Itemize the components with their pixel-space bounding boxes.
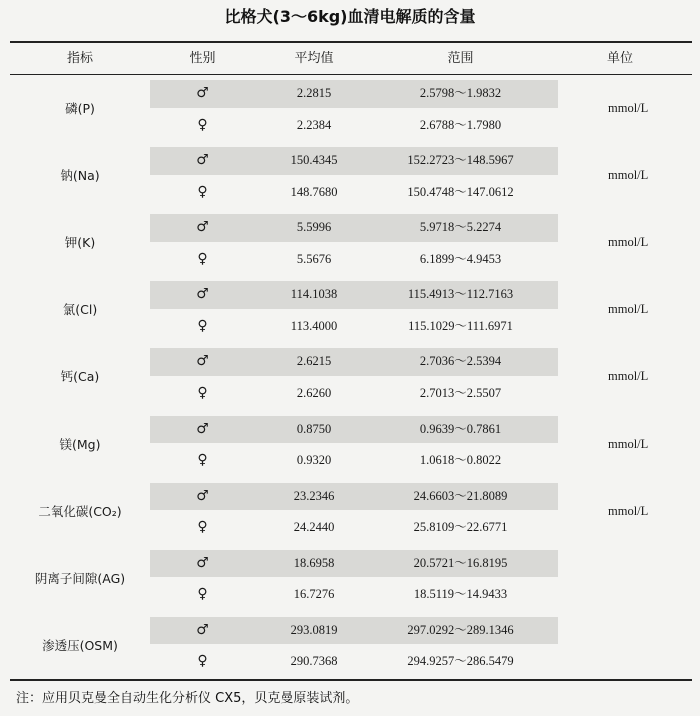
female-mean: 148.7680 — [290, 184, 338, 199]
male-mean: 5.5996 — [296, 220, 332, 235]
female-symbol: ♀ — [197, 317, 208, 334]
unit-label: mmol/L — [608, 101, 649, 115]
male-mean: 114.1038 — [290, 287, 338, 302]
female-mean: 16.7276 — [293, 587, 335, 602]
male-range: 5.9718～5.2274 — [419, 220, 502, 235]
female-mean: 2.6260 — [296, 385, 332, 400]
header-unit: 单位 — [606, 51, 633, 66]
female-symbol: ♀ — [197, 183, 208, 200]
female-range: 6.1899～4.9453 — [419, 251, 502, 266]
male-range: 0.9639～0.7861 — [419, 421, 502, 436]
bottom-rule — [10, 679, 692, 681]
table-row-group — [10, 478, 692, 545]
female-symbol: ♀ — [197, 586, 208, 603]
female-range: 2.7013～2.5507 — [419, 385, 502, 400]
female-mean: 5.5676 — [296, 251, 332, 266]
female-symbol: ♀ — [197, 250, 208, 267]
female-symbol: ♀ — [197, 384, 208, 401]
indicator-name: 渗透压(OSM) — [42, 637, 118, 653]
male-range: 20.5721～16.8195 — [413, 555, 508, 570]
table-row-group — [10, 545, 692, 612]
male-mean: 23.2346 — [293, 488, 335, 503]
indicator-name: 钾(K) — [64, 235, 96, 251]
table-row-group — [10, 142, 692, 209]
male-range: 2.5798～1.9832 — [419, 86, 502, 100]
table-row-group — [10, 75, 692, 142]
male-symbol: ♂ — [196, 152, 209, 169]
indicator-name: 磷(P) — [65, 101, 95, 116]
header-range: 范围 — [447, 51, 474, 66]
male-range: 152.2723～148.5967 — [407, 153, 514, 168]
unit-label: mmol/L — [608, 168, 649, 183]
female-range: 18.5119～14.9433 — [413, 587, 508, 602]
indicator-name: 镁(Mg) — [59, 436, 101, 452]
indicator-name: 钙(Ca) — [60, 369, 100, 385]
female-range: 115.1029～111.6971 — [408, 318, 513, 333]
male-mean: 0.8750 — [296, 421, 332, 436]
table-row-group — [10, 612, 692, 679]
indicator-name: 氯(Cl) — [62, 302, 98, 318]
female-symbol: ♀ — [197, 116, 208, 133]
header-mean: 平均值 — [294, 51, 334, 66]
male-symbol: ♂ — [196, 487, 209, 504]
female-mean: 2.2384 — [296, 117, 332, 132]
female-symbol: ♀ — [197, 519, 208, 536]
unit-label: mmol/L — [608, 302, 649, 317]
indicator-name: 阴离子间隙(AG) — [34, 570, 126, 586]
indicator-name: 钠(Na) — [60, 168, 100, 184]
unit-label: mmol/L — [608, 503, 649, 518]
unit-label: mmol/L — [608, 436, 649, 451]
male-symbol: ♂ — [196, 219, 209, 236]
male-mean: 18.6958 — [293, 555, 335, 570]
male-symbol: ♂ — [196, 85, 209, 101]
male-symbol: ♂ — [196, 420, 209, 437]
table-row-group — [10, 411, 692, 478]
table-title: 比格犬(3～6kg)血清电解质的含量 — [224, 7, 476, 26]
male-mean: 150.4345 — [290, 153, 338, 168]
female-range: 294.9257～286.5479 — [407, 654, 514, 669]
male-symbol: ♂ — [196, 286, 209, 303]
female-symbol: ♀ — [197, 653, 208, 670]
female-mean: 24.2440 — [293, 520, 335, 535]
female-range: 2.6788～1.7980 — [419, 117, 502, 132]
female-range: 1.0618～0.8022 — [419, 453, 502, 467]
female-symbol: ♀ — [197, 452, 208, 468]
female-mean: 113.4000 — [290, 318, 338, 333]
male-symbol: ♂ — [196, 621, 209, 638]
male-range: 297.0292～289.1346 — [407, 622, 514, 637]
female-range: 25.8109～22.6771 — [413, 520, 508, 535]
male-range: 2.7036～2.5394 — [419, 354, 502, 369]
unit-label: mmol/L — [608, 369, 649, 384]
male-mean: 2.2815 — [296, 86, 332, 100]
table-header — [10, 43, 692, 74]
male-symbol: ♂ — [196, 353, 209, 370]
indicator-name: 二氧化碳(CO₂) — [38, 503, 122, 519]
table-note: 注：应用贝克曼全自动生化分析仪 CX5，贝克曼原装试剂。 — [16, 691, 359, 706]
table-row-group — [10, 343, 692, 410]
female-mean: 0.9320 — [296, 453, 332, 467]
male-range: 24.6603～21.8089 — [413, 488, 508, 503]
table-body — [10, 75, 692, 679]
unit-label: mmol/L — [608, 235, 649, 250]
male-symbol: ♂ — [196, 554, 209, 571]
male-mean: 2.6215 — [296, 354, 332, 369]
male-mean: 293.0819 — [290, 622, 338, 637]
table-row-group — [10, 209, 692, 276]
male-range: 115.4913～112.7163 — [407, 287, 514, 302]
female-mean: 290.7368 — [290, 654, 338, 669]
table-row-group — [10, 276, 692, 343]
female-range: 150.4748～147.0612 — [407, 184, 514, 199]
header-indicator: 指标 — [66, 51, 93, 66]
header-sex: 性别 — [189, 51, 216, 66]
